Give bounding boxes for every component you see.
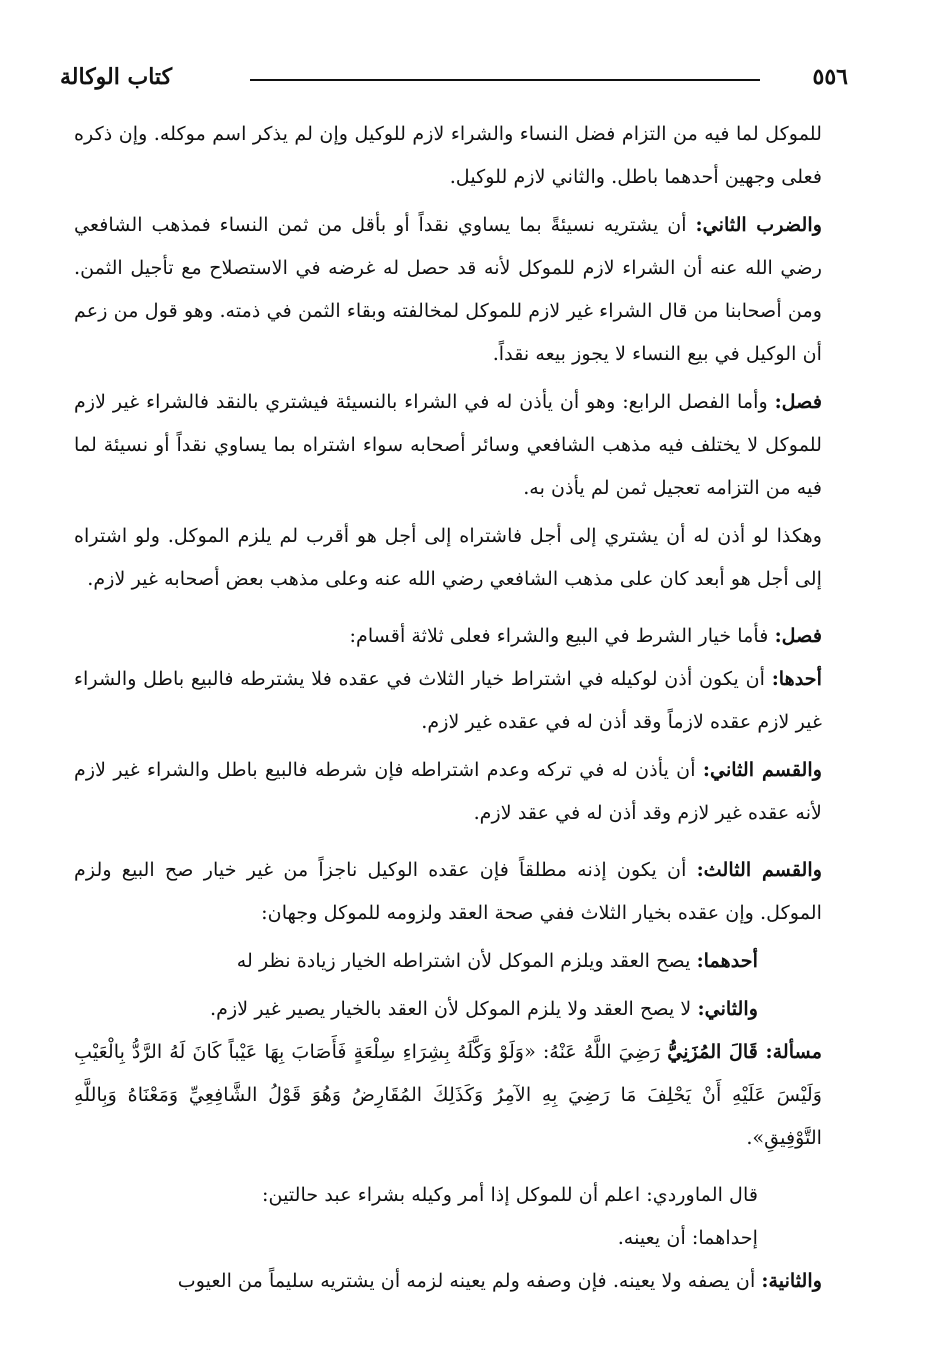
paragraph-keyword: والقسم الثالث: (696, 858, 822, 881)
paragraph-6 (74, 657, 822, 743)
paragraph-text: رَضِيَ اللَّهُ عَنْهُ: «وَلَوْ وَكَّلَهُ بِشِرَاءِ سِلْعَةٍ فَأَصَابَ بِهَا عَيْباً كَانَ لَهُ الرَّدُّ بِالْعَيْبِ وَلَيْسَ عَلَيْهِ أَنْ يَحْلِفَ مَا رَضِيَ بِهِ الآمِرُ وَكَذَلِكَ المُقَارِضُ وَهُوَ قَوْلُ الشَّافِعِيِّ وَمَعْنَاهُ وَبِاللَّهِ التَّوْفِيقِ». (74, 1040, 822, 1149)
paragraph-4 (74, 514, 822, 600)
paragraph-text: إحداهما: أن يعينه. (617, 1226, 758, 1249)
paragraph-keyword: والثانية: (761, 1269, 822, 1292)
paragraph-keyword: والضرب الثاني: (695, 213, 822, 236)
paragraph-text: فأما خيار الشرط في البيع والشراء فعلى ثلاثة أقسام: (349, 624, 769, 647)
paragraph-text: قال الماوردي: اعلم أن للموكل إذا أمر وكيله بشراء عبد حالتين: (262, 1183, 758, 1206)
paragraph-keyword: فصل: (774, 624, 822, 647)
running-title: كتاب الوكالة (60, 64, 173, 90)
paragraph-text: وهكذا لو أذن له أن يشتري إلى أجل فاشتراه إلى أجل هو أقرب لم يلزم الموكل. ولو اشتراه إلى أجل هو أبعد كان على مذهب الشافعي رضي الله عنه وعلى مذهب بعض أصحابه غير لازم. (74, 524, 822, 590)
paragraph-8 (74, 848, 822, 934)
paragraph-11 (74, 1030, 822, 1159)
paragraph-text: أن يشتريه نسيئةً بما يساوي نقداً أو بأقل من ثمن النساء فمذهب الشافعي رضي الله عنه أن الشراء لازم للموكل لأنه قد حصل له غرضه في الاستصلاح مع تأجيل الثمن. ومن أصحابنا من قال الشراء غير لازم للموكل لمخالفته وبقاء الثمن في ذمته. وهو قول من زعم أن الوكيل في بيع النساء لا يجوز بيعه نقداً. (74, 213, 822, 365)
paragraph-text: يصح العقد ويلزم الموكل لأن اشتراطه الخيار زيادة نظر له (236, 949, 691, 972)
paragraph-2 (74, 203, 822, 375)
paragraph-text: أن يكون إذنه مطلقاً فإن عقده الوكيل ناجزاً من غير خيار صح البيع ولزم الموكل. وإن عقده بخيار الثلاث ففي صحة العقد ولزومه للموكل وجهان: (74, 858, 822, 924)
paragraph-text: أن يأذن له في تركه وعدم اشتراطه فإن شرطه فالبيع باطل والشراء غير لازم لأنه عقده غير لازم وقد أذن له في عقد لازم. (74, 758, 822, 824)
page-header (60, 62, 848, 98)
paragraph-keyword: والقسم الثاني: (702, 758, 822, 781)
paragraph-14 (74, 1259, 822, 1302)
paragraph-text: أن يكون أذن لوكيله في اشتراط خيار الثلاث في عقده فلا يشترطه فالبيع باطل والشراء غير لازم عقده لازماً وقد أذن له في عقده غير لازم. (74, 667, 822, 733)
paragraph-keyword: والثاني: (697, 997, 758, 1020)
header-rule (250, 79, 760, 81)
paragraph-12 (74, 1173, 822, 1216)
paragraph-text: وأما الفصل الرابع: وهو أن يأذن له في الشراء بالنسيئة فيشتري بالنقد فالشراء غير لازم للموكل لا يختلف فيه مذهب الشافعي وسائر أصحابه سواء اشتراه بما يساوي نقداً أو نسيئة لما فيه من التزامه تعجيل ثمن لم يأذن به. (74, 390, 822, 499)
paragraph-text: للموكل لما فيه من التزام فضل النساء والشراء لازم للوكيل وإن لم يذكر اسم موكله. وإن ذكره فعلى وجهين أحدهما باطل. والثاني لازم للوكيل. (74, 122, 822, 188)
paragraph-7 (74, 748, 822, 834)
page-number: ٥٥٦ (812, 64, 848, 90)
paragraph-text: أن يصفه ولا يعينه. فإن وصفه ولم يعينه لزمه أن يشتريه سليماً من العيوب (177, 1269, 756, 1292)
paragraph-keyword: أحدهما: (696, 949, 758, 972)
page-body (74, 112, 822, 1302)
paragraph-keyword: مسألة: قَالَ المُزَنِيُّ (667, 1040, 822, 1063)
paragraph-text: لا يصح العقد ولا يلزم الموكل لأن العقد بالخيار يصير غير لازم. (210, 997, 692, 1020)
paragraph-9 (74, 939, 822, 982)
paragraph-keyword: فصل: (774, 390, 822, 413)
paragraph-3 (74, 380, 822, 509)
paragraph-13 (74, 1216, 822, 1259)
paragraph-keyword: أحدها: (771, 667, 822, 690)
paragraph-10 (74, 987, 822, 1030)
paragraph-5 (74, 614, 822, 657)
paragraph-1 (74, 112, 822, 198)
